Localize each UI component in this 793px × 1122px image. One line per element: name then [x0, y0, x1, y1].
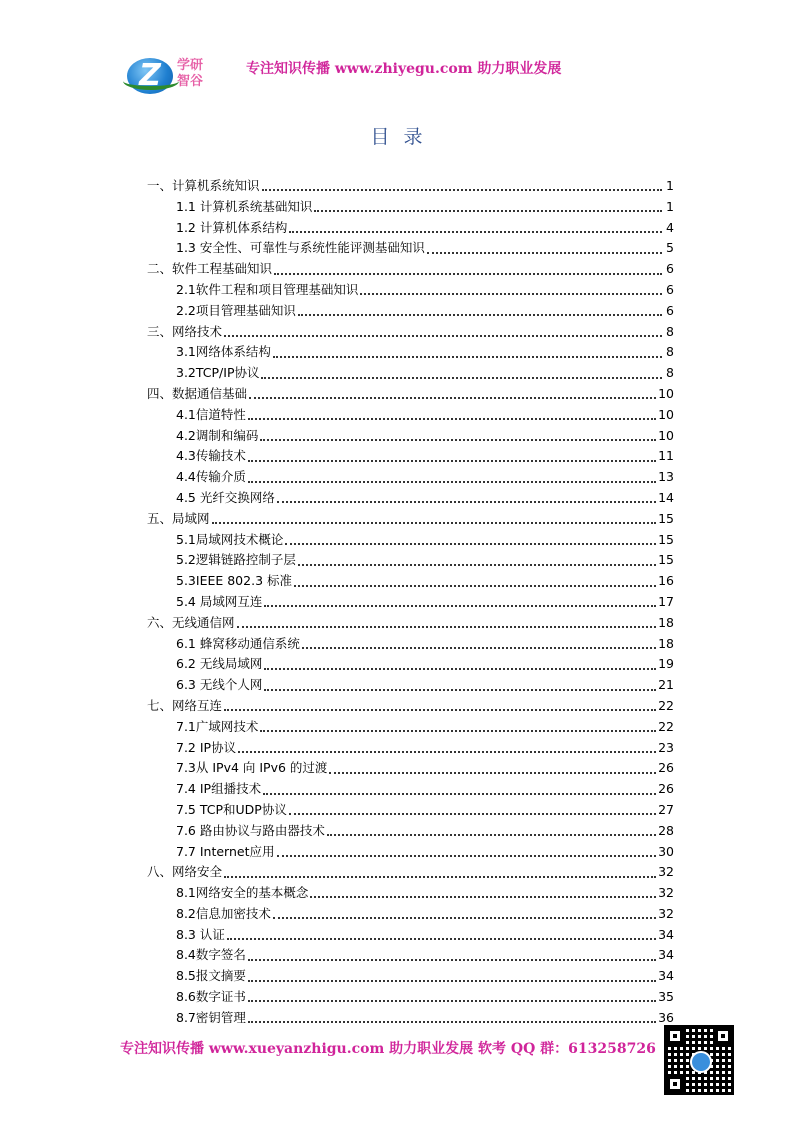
toc-entry-label: 二、软件工程基础知识 [147, 261, 273, 277]
toc-entry-label: 7.5 TCP和UDP协议 [176, 801, 287, 817]
qr-code-icon [665, 1026, 733, 1094]
toc-entry-page: 26 [658, 781, 674, 797]
toc-leader-dots [329, 772, 656, 774]
page-title: 目录 [370, 126, 437, 148]
toc-entry[interactable] [147, 966, 674, 987]
toc-leader-dots [261, 377, 662, 379]
toc-entry-label: 六、无线通信网 [147, 614, 235, 630]
toc-leader-dots [360, 293, 662, 295]
toc-entry-label: 八、网络安全 [147, 864, 223, 880]
toc-entry-label: 6.1 蜂窝移动通信系统 [176, 635, 300, 651]
toc-entry[interactable] [147, 842, 674, 863]
toc-entry-label: 7.1广域网技术 [176, 718, 259, 734]
toc-leader-dots [262, 189, 662, 191]
qr-logo-icon [690, 1051, 712, 1073]
toc-entry-page: 5 [666, 240, 674, 256]
toc-leader-dots [327, 834, 656, 836]
logo-text-line2: 智谷 [177, 74, 204, 89]
toc-leader-dots [274, 273, 662, 275]
toc-entry-page: 8 [666, 323, 674, 339]
toc-entry[interactable] [147, 322, 674, 343]
toc-entry-label: 4.4传输介质 [176, 469, 246, 485]
toc-entry-page: 4 [666, 219, 674, 235]
toc-entry[interactable] [147, 862, 674, 883]
qr-finder-icon [715, 1028, 731, 1044]
toc-entry-label: 4.1信道特性 [176, 406, 246, 422]
toc-entry-label: 8.3 认证 [176, 926, 225, 942]
toc-entry-label: 1.3 安全性、可靠性与系统性能评测基础知识 [176, 240, 425, 256]
toc-entry[interactable] [147, 675, 674, 696]
toc-entry-page: 32 [658, 864, 674, 880]
toc-leader-dots [248, 418, 656, 420]
toc-entry[interactable] [147, 821, 674, 842]
toc-leader-dots [227, 938, 656, 940]
toc-leader-dots [273, 356, 662, 358]
toc-entry[interactable] [147, 405, 674, 426]
toc-entry-page: 10 [658, 406, 674, 422]
toc-entry[interactable] [147, 530, 674, 551]
toc-entry-label: 8.7密钥管理 [176, 1009, 246, 1025]
toc-entry[interactable] [147, 800, 674, 821]
toc-entry-page: 21 [658, 677, 674, 693]
toc-entry-page: 30 [658, 843, 674, 859]
toc-entry-label: 7.3从 IPv4 向 IPv6 的过渡 [176, 760, 328, 776]
toc-entry[interactable] [147, 904, 674, 925]
toc-entry-label: 6.3 无线个人网 [176, 677, 263, 693]
toc-leader-dots [248, 1000, 656, 1002]
toc-entry[interactable] [147, 301, 674, 322]
qr-finder-icon [667, 1076, 683, 1092]
toc-entry[interactable] [147, 758, 674, 779]
toc-entry[interactable] [147, 738, 674, 759]
toc-leader-dots [273, 917, 656, 919]
toc-entry[interactable] [147, 384, 674, 405]
toc-entry[interactable] [147, 238, 674, 259]
toc-entry-page: 16 [658, 573, 674, 589]
toc-leader-dots [248, 481, 656, 483]
toc-leader-dots [264, 668, 656, 670]
toc-entry-label: 4.3传输技术 [176, 448, 246, 464]
toc-entry-page: 34 [658, 926, 674, 942]
toc-entry[interactable] [147, 426, 674, 447]
toc-entry[interactable] [147, 280, 674, 301]
toc-entry[interactable] [147, 779, 674, 800]
toc-entry-page: 6 [666, 302, 674, 318]
logo-text-line1: 学研 [177, 58, 204, 73]
toc-entry-label: 2.1软件工程和项目管理基础知识 [176, 281, 359, 297]
toc-leader-dots [310, 896, 656, 898]
toc-entry-page: 35 [658, 989, 674, 1005]
toc-leader-dots [298, 314, 662, 316]
toc-leader-dots [224, 876, 656, 878]
toc-entry[interactable] [147, 550, 674, 571]
toc-entry-page: 11 [658, 448, 674, 464]
footer-slogan[interactable]: 专注知识传播 www.xueyanzhigu.com 助力职业发展 软考 QQ 群：613258726 [120, 1041, 656, 1057]
toc-entry-label: 4.5 光纤交换网络 [176, 489, 275, 505]
toc-entry-label: 5.1局域网技术概论 [176, 531, 284, 547]
toc-entry[interactable] [147, 446, 674, 467]
toc-entry-label: 7.4 IP组播技术 [176, 781, 262, 797]
toc-entry[interactable] [147, 176, 674, 197]
toc-entry[interactable] [147, 925, 674, 946]
toc-entry-label: 5.2逻辑链路控制子层 [176, 552, 296, 568]
toc-leader-dots [260, 439, 656, 441]
toc-entry[interactable] [147, 571, 674, 592]
toc-leader-dots [224, 335, 662, 337]
toc-entry-page: 15 [658, 531, 674, 547]
toc-entry-page: 15 [658, 510, 674, 526]
toc-entry[interactable] [147, 945, 674, 966]
table-of-contents [147, 176, 674, 1029]
logo-z-icon: Z [139, 58, 161, 93]
toc-leader-dots [238, 751, 656, 753]
toc-entry-page: 34 [658, 968, 674, 984]
toc-entry-label: 6.2 无线局域网 [176, 656, 263, 672]
toc-entry[interactable] [147, 218, 674, 239]
toc-leader-dots [289, 813, 656, 815]
toc-entry-label: 5.3IEEE 802.3 标准 [176, 573, 292, 589]
toc-leader-dots [263, 793, 656, 795]
header-slogan[interactable]: 专注知识传播 www.zhiyegu.com 助力职业发展 [246, 61, 562, 77]
toc-entry-page: 1 [666, 178, 674, 193]
toc-leader-dots [224, 709, 656, 711]
toc-entry-label: 7.6 路由协议与路由器技术 [176, 822, 325, 838]
toc-leader-dots [289, 231, 662, 233]
toc-leader-dots [264, 605, 656, 607]
toc-entry[interactable] [147, 488, 674, 509]
toc-entry-page: 26 [658, 760, 674, 776]
toc-leader-dots [237, 626, 657, 628]
toc-entry-page: 13 [658, 469, 674, 485]
toc-leader-dots [249, 397, 656, 399]
toc-leader-dots [314, 210, 662, 212]
toc-entry-label: 1.1 计算机系统基础知识 [176, 198, 313, 214]
toc-entry[interactable] [147, 363, 674, 384]
toc-leader-dots [260, 730, 656, 732]
toc-entry-label: 8.4数字签名 [176, 947, 246, 963]
toc-entry-page: 14 [658, 489, 674, 505]
toc-entry-page: 23 [658, 739, 674, 755]
toc-entry-page: 18 [658, 635, 674, 651]
toc-entry-label: 8.2信息加密技术 [176, 905, 271, 921]
toc-entry-page: 1 [666, 198, 674, 214]
toc-entry-label: 2.2项目管理基础知识 [176, 302, 296, 318]
toc-leader-dots [427, 252, 662, 254]
toc-leader-dots [248, 1021, 656, 1023]
toc-entry[interactable] [147, 613, 674, 634]
toc-entry-page: 27 [658, 801, 674, 817]
toc-leader-dots [285, 543, 656, 545]
toc-entry[interactable] [147, 696, 674, 717]
toc-entry-label: 五、局域网 [147, 510, 210, 526]
toc-entry-page: 10 [658, 427, 674, 443]
toc-entry[interactable] [147, 654, 674, 675]
toc-entry-label: 一、计算机系统知识 [147, 178, 260, 193]
toc-entry-label: 1.2 计算机体系结构 [176, 219, 288, 235]
page-header [0, 0, 793, 110]
toc-entry-page: 19 [658, 656, 674, 672]
toc-entry-page: 22 [658, 697, 674, 713]
toc-leader-dots [248, 959, 656, 961]
toc-entry-page: 18 [658, 614, 674, 630]
toc-entry[interactable] [147, 883, 674, 904]
toc-entry[interactable] [147, 717, 674, 738]
toc-leader-dots [294, 585, 656, 587]
toc-entry[interactable] [147, 509, 674, 530]
toc-leader-dots [277, 501, 656, 503]
toc-entry-label: 4.2调制和编码 [176, 427, 259, 443]
toc-entry-label: 3.1网络体系结构 [176, 344, 271, 360]
toc-entry[interactable] [147, 342, 674, 363]
toc-leader-dots [248, 460, 656, 462]
toc-entry-page: 28 [658, 822, 674, 838]
toc-leader-dots [298, 564, 656, 566]
brand-logo [127, 54, 217, 100]
logo-text [177, 58, 217, 90]
toc-entry-label: 三、网络技术 [147, 323, 223, 339]
toc-entry-label: 7.2 IP协议 [176, 739, 237, 755]
toc-entry-page: 22 [658, 718, 674, 734]
toc-entry-label: 7.7 Internet应用 [176, 843, 275, 859]
toc-leader-dots [277, 855, 657, 857]
toc-entry-label: 8.5报文摘要 [176, 968, 246, 984]
toc-entry-page: 17 [658, 593, 674, 609]
toc-leader-dots [302, 647, 656, 649]
toc-entry-label: 5.4 局域网互连 [176, 593, 263, 609]
toc-entry-page: 34 [658, 947, 674, 963]
toc-entry[interactable] [147, 467, 674, 488]
toc-entry-page: 8 [666, 344, 674, 360]
toc-entry-label: 8.6数字证书 [176, 989, 246, 1005]
toc-leader-dots [212, 522, 657, 524]
toc-entry-page: 10 [658, 385, 674, 401]
toc-entry[interactable] [147, 634, 674, 655]
toc-entry[interactable] [147, 197, 674, 218]
toc-entry-page: 6 [666, 281, 674, 297]
toc-entry-label: 3.2TCP/IP协议 [176, 365, 260, 381]
toc-entry-label: 七、网络互连 [147, 697, 223, 713]
toc-entry[interactable] [147, 592, 674, 613]
toc-entry[interactable] [147, 259, 674, 280]
qr-finder-icon [667, 1028, 683, 1044]
toc-entry-label: 8.1网络安全的基本概念 [176, 885, 309, 901]
toc-leader-dots [264, 689, 656, 691]
toc-entry-page: 6 [666, 261, 674, 277]
toc-entry[interactable] [147, 1008, 674, 1029]
toc-entry-page: 32 [658, 885, 674, 901]
toc-entry-page: 8 [666, 365, 674, 381]
toc-entry-page: 36 [658, 1009, 674, 1025]
toc-entry[interactable] [147, 987, 674, 1008]
toc-entry-page: 32 [658, 905, 674, 921]
toc-entry-page: 15 [658, 552, 674, 568]
toc-entry-label: 四、数据通信基础 [147, 385, 248, 401]
toc-leader-dots [248, 980, 656, 982]
